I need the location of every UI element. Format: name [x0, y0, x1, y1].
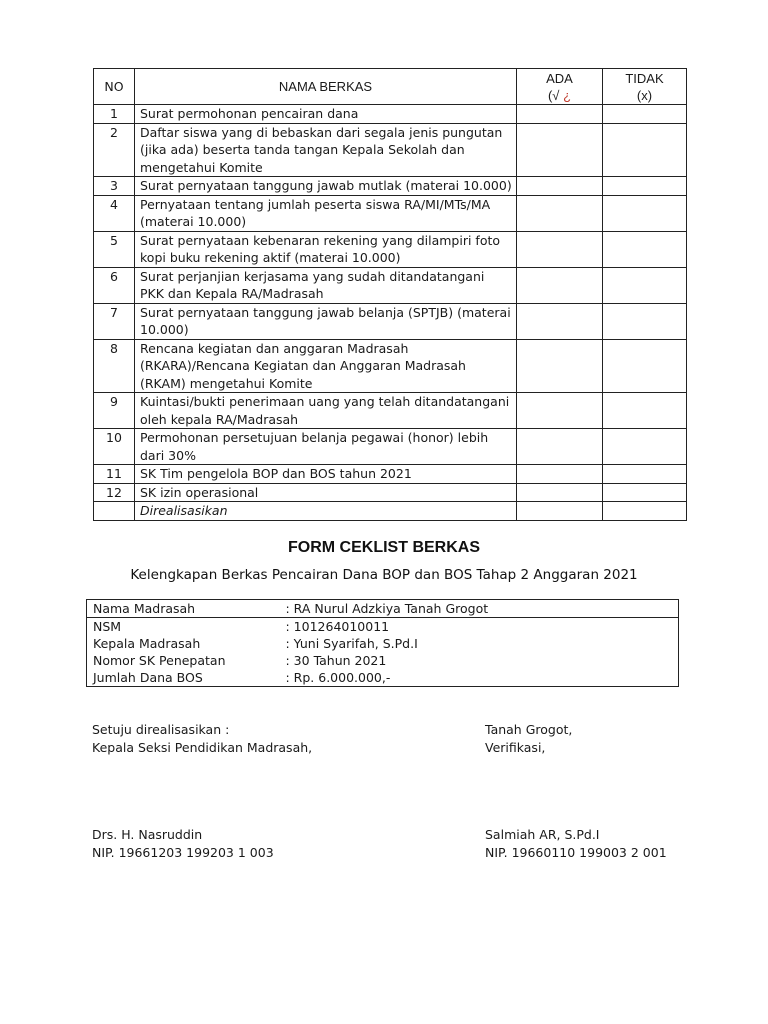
tidak-checkbox-cell[interactable]: [603, 483, 687, 502]
header-ada-mark: (√ ¿: [547, 87, 572, 103]
right-role: Verifikasi,: [485, 739, 546, 755]
header-tidak-label: TIDAK: [625, 70, 664, 86]
tidak-checkbox-cell[interactable]: [603, 195, 687, 231]
row-number: 5: [94, 231, 135, 267]
header-ada-label: ADA: [546, 70, 573, 86]
right-place-line: Tanah Grogot,: [485, 722, 573, 737]
footer-no-cell: [94, 502, 135, 521]
left-signatory: [92, 826, 274, 861]
row-document-name: Kuintasi/bukti penerimaan uang yang telah ditandatangani oleh kepala RA/Madrasah: [135, 393, 517, 429]
tidak-checkbox-cell[interactable]: [603, 429, 687, 465]
row-number: 8: [94, 339, 135, 393]
row-document-name: Surat pernyataan tanggung jawab belanja (SPTJB) (materai 10.000): [135, 303, 517, 339]
row-number: 11: [94, 465, 135, 484]
header-no: NO: [94, 69, 135, 105]
ada-checkbox-cell[interactable]: [517, 177, 603, 196]
info-label: Jumlah Dana BOS: [87, 669, 280, 687]
row-number: 6: [94, 267, 135, 303]
ada-checkbox-cell[interactable]: [517, 483, 603, 502]
row-document-name: Surat perjanjian kerjasama yang sudah ditandatangani PKK dan Kepala RA/Madrasah: [135, 267, 517, 303]
table-row: [94, 339, 687, 393]
info-label: NSM: [87, 618, 280, 636]
form-subtitle: Kelengkapan Berkas Pencairan Dana BOP dan BOS Tahap 2 Anggaran 2021: [130, 567, 638, 583]
header-tidak: [603, 69, 687, 105]
ada-checkbox-cell[interactable]: [517, 105, 603, 124]
checklist-table: [93, 68, 687, 521]
footer-ada-cell: [517, 502, 603, 521]
tidak-checkbox-cell[interactable]: [603, 465, 687, 484]
tidak-checkbox-cell[interactable]: [603, 393, 687, 429]
footer-tidak-cell: [603, 502, 687, 521]
table-row: [94, 465, 687, 484]
ada-checkbox-cell[interactable]: [517, 429, 603, 465]
footer-label: Direalisasikan: [135, 502, 517, 521]
info-row: [87, 618, 679, 636]
info-value: : 101264010011: [280, 618, 679, 636]
table-row: [94, 429, 687, 465]
row-number: 2: [94, 123, 135, 177]
form-title: FORM CEKLIST BERKAS: [288, 539, 480, 556]
table-row: [94, 177, 687, 196]
row-number: 3: [94, 177, 135, 196]
info-value: : Yuni Syarifah, S.Pd.I: [280, 635, 679, 652]
left-approval-line: Setuju direalisasikan :: [92, 722, 230, 737]
info-label: Nama Madrasah: [87, 600, 280, 618]
info-row: [87, 669, 679, 687]
info-table: [86, 599, 679, 687]
info-value: : 30 Tahun 2021: [280, 652, 679, 669]
left-signatory-nip: NIP. 19661203 199203 1 003: [92, 844, 274, 860]
table-row: [94, 267, 687, 303]
row-document-name: Surat permohonan pencairan dana: [135, 105, 517, 124]
tidak-checkbox-cell[interactable]: [603, 123, 687, 177]
row-document-name: Daftar siswa yang di bebaskan dari segala jenis pungutan (jika ada) beserta tanda tangan Kepala Sekolah dan mengetahui Komite: [135, 123, 517, 177]
ada-checkbox-cell[interactable]: [517, 123, 603, 177]
info-row: [87, 600, 679, 618]
row-number: 4: [94, 195, 135, 231]
right-signatory: [485, 826, 667, 861]
row-number: 7: [94, 303, 135, 339]
header-tidak-mark: (x): [636, 87, 653, 103]
tidak-checkbox-cell[interactable]: [603, 267, 687, 303]
table-row: [94, 231, 687, 267]
ada-checkbox-cell[interactable]: [517, 303, 603, 339]
info-row: [87, 635, 679, 652]
info-label: Kepala Madrasah: [87, 635, 280, 652]
ada-checkbox-cell[interactable]: [517, 267, 603, 303]
tidak-checkbox-cell[interactable]: [603, 303, 687, 339]
header-nama-berkas: NAMA BERKAS: [135, 69, 517, 105]
table-footer-row: [94, 502, 687, 521]
info-value: : Rp. 6.000.000,-: [280, 669, 679, 687]
left-signature-header: [92, 721, 312, 756]
ada-checkbox-cell[interactable]: [517, 231, 603, 267]
right-signatory-name: Salmiah AR, S.Pd.I: [485, 827, 600, 842]
row-number: 10: [94, 429, 135, 465]
row-document-name: Rencana kegiatan dan anggaran Madrasah (RKARA)/Rencana Kegiatan dan Anggaran Madrasah (RKAM) mengetahui Komite: [135, 339, 517, 393]
table-row: [94, 393, 687, 429]
left-signatory-name: Drs. H. Nasruddin: [92, 827, 203, 842]
info-value: : RA Nurul Adzkiya Tanah Grogot: [280, 600, 679, 618]
header-ada: [517, 69, 603, 105]
row-document-name: Pernyataan tentang jumlah peserta siswa RA/MI/MTs/MA (materai 10.000): [135, 195, 517, 231]
row-document-name: Surat pernyataan kebenaran rekening yang dilampiri foto kopi buku rekening aktif (materai 10.000): [135, 231, 517, 267]
table-row: [94, 195, 687, 231]
row-document-name: Surat pernyataan tanggung jawab mutlak (materai 10.000): [135, 177, 517, 196]
tidak-checkbox-cell[interactable]: [603, 231, 687, 267]
left-position: Kepala Seksi Pendidikan Madrasah,: [92, 739, 313, 755]
row-document-name: SK Tim pengelola BOP dan BOS tahun 2021: [135, 465, 517, 484]
table-row: [94, 303, 687, 339]
table-row: [94, 483, 687, 502]
row-number: 9: [94, 393, 135, 429]
table-row: [94, 123, 687, 177]
tidak-checkbox-cell[interactable]: [603, 105, 687, 124]
right-signature-header: [485, 721, 572, 756]
row-number: 12: [94, 483, 135, 502]
ada-checkbox-cell[interactable]: [517, 393, 603, 429]
table-header-row: [94, 69, 687, 105]
info-label: Nomor SK Penepatan: [87, 652, 280, 669]
right-signatory-nip: NIP. 19660110 199003 2 001: [485, 844, 667, 860]
tidak-checkbox-cell[interactable]: [603, 339, 687, 393]
info-row: [87, 652, 679, 669]
ada-checkbox-cell[interactable]: [517, 465, 603, 484]
row-number: 1: [94, 105, 135, 124]
row-document-name: Permohonan persetujuan belanja pegawai (honor) lebih dari 30%: [135, 429, 517, 465]
row-document-name: SK izin operasional: [135, 483, 517, 502]
ada-checkbox-cell[interactable]: [517, 195, 603, 231]
ada-checkbox-cell[interactable]: [517, 339, 603, 393]
tidak-checkbox-cell[interactable]: [603, 177, 687, 196]
table-row: [94, 105, 687, 124]
